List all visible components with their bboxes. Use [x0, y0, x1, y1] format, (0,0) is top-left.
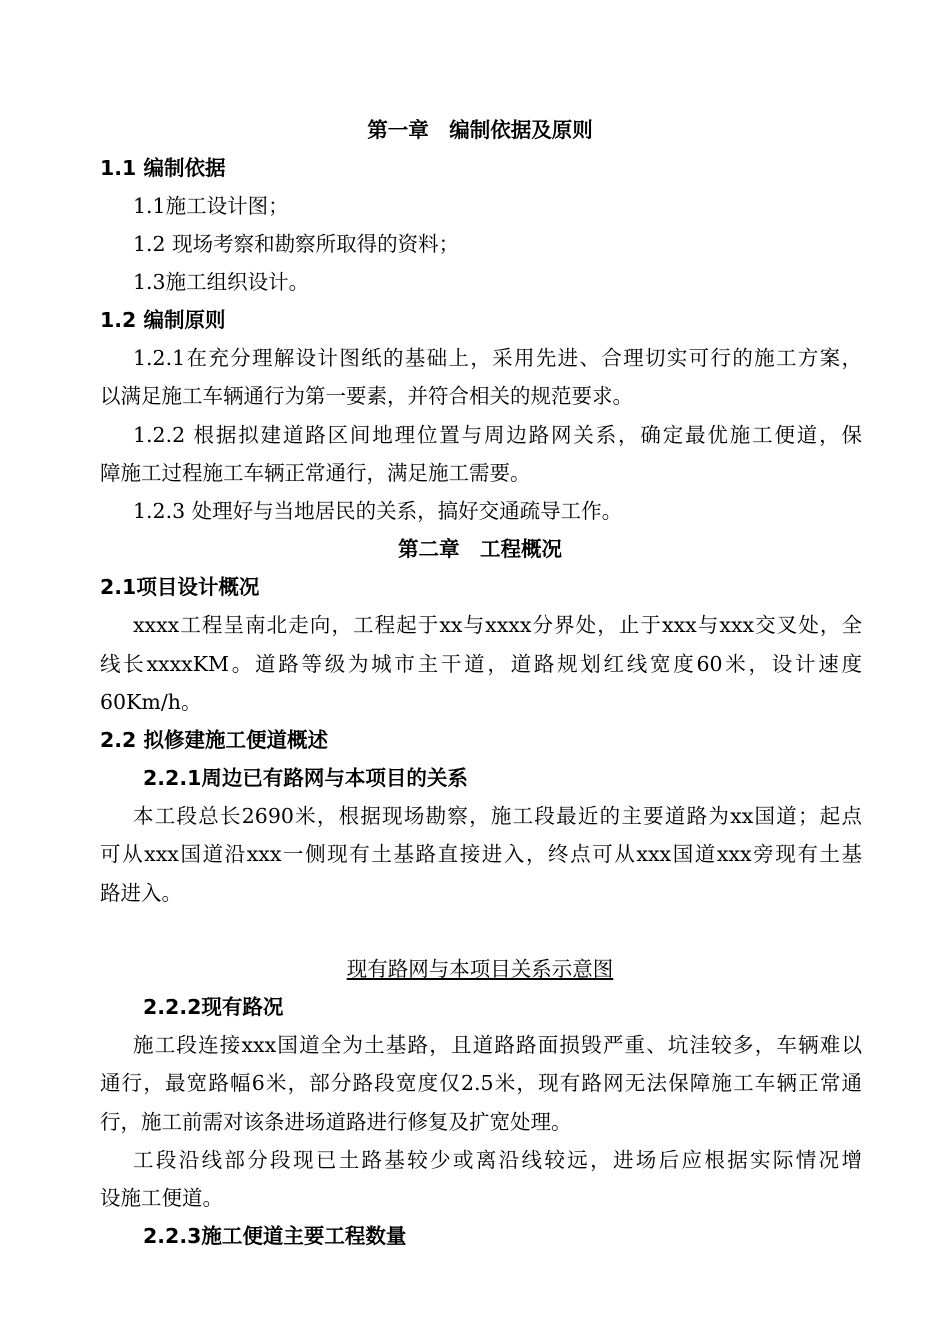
road-condition-line-3: 行，施工前需对该条进场道路进行修复及扩宽处理。 — [100, 1110, 572, 1134]
principle-1-line-1: 1.2.1在充分理解设计图纸的基础上，采用先进、合理切实可行的施工方案， — [133, 346, 862, 370]
basis-item-1: 1.1施工设计图； — [133, 194, 289, 218]
principle-1-line-2: 以满足施工车辆通行为第一要素，并符合相关的规范要求。 — [100, 384, 633, 408]
road-condition-line-1: 施工段连接xxx国道全为土基路，且道路路面损毁严重、坑洼较多，车辆难以 — [133, 1033, 862, 1057]
section-2-1-heading: 2.1项目设计概况 — [100, 575, 260, 599]
road-condition-line-2: 通行，最宽路幅6米，部分路段宽度仅2.5米，现有路网无法保障施工车辆正常通 — [100, 1071, 862, 1095]
section-2-2-2-heading: 2.2.2现有路况 — [143, 995, 284, 1019]
section-1-2-heading: 1.2 编制原则 — [100, 308, 226, 332]
chapter-2-title: 第二章 工程概况 — [398, 537, 562, 561]
overview-line-2: 线长xxxxKM。道路等级为城市主干道，道路规划红线宽度60米，设计速度 — [100, 652, 862, 676]
figure-caption — [100, 951, 860, 987]
section-2-2-1-heading: 2.2.1周边已有路网与本项目的关系 — [143, 766, 468, 790]
section-1-1-heading: 1.1 编制依据 — [100, 156, 226, 180]
road-condition-p2-line-2: 设施工便道。 — [100, 1186, 223, 1210]
overview-line-3: 60Km/h。 — [100, 690, 202, 714]
basis-item-3: 1.3施工组织设计。 — [133, 270, 310, 294]
figure-caption-text: 现有路网与本项目关系示意图 — [346, 957, 614, 981]
road-condition-p2-line-1: 工段沿线部分段现已土路基较少或离沿线较远，进场后应根据实际情况增 — [133, 1148, 862, 1172]
principle-2-line-2: 障施工过程施工车辆正常通行，满足施工需要。 — [100, 461, 531, 485]
principle-3: 1.2.3 处理好与当地居民的关系，搞好交通疏导工作。 — [133, 499, 623, 523]
overview-line-1: xxxx工程呈南北走向，工程起于xx与xxxx分界处，止于xxx与xxx交叉处，全 — [133, 613, 862, 637]
basis-item-2: 1.2 现场考察和勘察所取得的资料； — [133, 232, 460, 256]
roadnet-line-1: 本工段总长2690米，根据现场勘察，施工段最近的主要道路为xx国道；起点 — [133, 804, 862, 828]
section-2-2-3-heading: 2.2.3施工便道主要工程数量 — [143, 1224, 407, 1248]
principle-2-line-1: 1.2.2 根据拟建道路区间地理位置与周边路网关系，确定最优施工便道，保 — [133, 423, 862, 447]
section-2-2-heading: 2.2 拟修建施工便道概述 — [100, 728, 328, 752]
chapter-1-title: 第一章 编制依据及原则 — [367, 118, 593, 142]
roadnet-line-3: 路进入。 — [100, 881, 182, 905]
roadnet-line-2: 可从xxx国道沿xxx一侧现有土基路直接进入，终点可从xxx国道xxx旁现有土基 — [100, 842, 862, 866]
